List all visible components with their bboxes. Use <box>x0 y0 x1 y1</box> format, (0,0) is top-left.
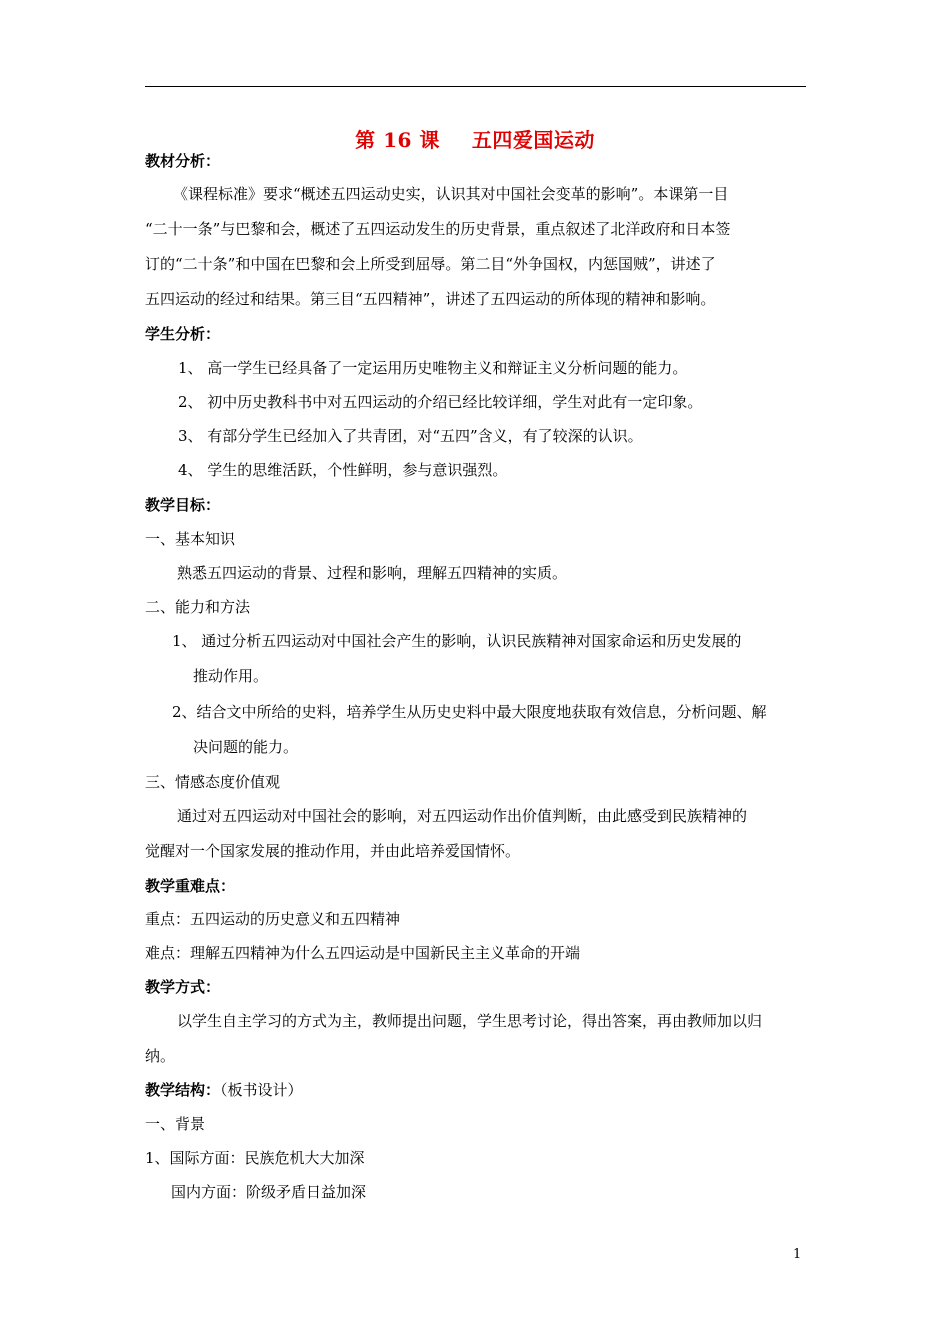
line-text: 国内方面：阶级矛盾日益加深 <box>171 1183 367 1201</box>
section-heading <box>145 151 220 171</box>
line-text: 觉醒对一个国家发展的推动作用，并由此培养爱国情怀。 <box>145 842 521 860</box>
text-line <box>145 841 520 861</box>
text-line <box>145 772 280 792</box>
text-line <box>145 1114 205 1134</box>
lesson-name: 五四爱国运动 <box>471 128 595 152</box>
text-line <box>177 563 567 583</box>
line-text: 重点：五四运动的历史意义和五四精神 <box>145 910 401 928</box>
text-line <box>193 666 268 686</box>
section-heading <box>145 876 235 896</box>
text-line <box>178 392 702 412</box>
text-line <box>145 289 715 309</box>
section-heading <box>145 1080 303 1100</box>
text-line <box>172 631 741 651</box>
text-line <box>172 702 767 722</box>
line-text: 订的“二十条”和中国在巴黎和会上所受到屈辱。第二目“外争国权，内惩国贼”，讲述了 <box>145 255 716 273</box>
section-heading <box>145 977 220 997</box>
line-text: 一、背景 <box>145 1115 206 1133</box>
heading-text: 教学方式： <box>145 978 221 996</box>
line-text: 通过对五四运动对中国社会的影响，对五四运动作出价值判断，由此感受到民族精神的 <box>177 807 748 825</box>
heading-text: 教学重难点： <box>145 877 236 895</box>
heading-text: 教学目标： <box>145 496 221 514</box>
line-text: 1、国际方面：民族危机大大加深 <box>145 1149 365 1167</box>
line-text: 推动作用。 <box>193 667 269 685</box>
line-text: 三、情感态度价值观 <box>145 773 281 791</box>
text-line <box>145 943 580 963</box>
text-line <box>178 358 687 378</box>
text-line <box>177 806 747 826</box>
line-text: 4、 学生的思维活跃，个性鲜明，参与意识强烈。 <box>178 461 508 479</box>
text-line <box>173 184 728 204</box>
text-line <box>177 1011 762 1031</box>
text-line <box>145 597 250 617</box>
heading-text: 教材分析： <box>145 152 221 170</box>
section-heading <box>145 495 220 515</box>
text-line <box>171 1182 366 1202</box>
line-text: 2、结合文中所给的史料，培养学生从历史史料中最大限度地获取有效信息，分析问题、解 <box>172 703 767 721</box>
line-text: 五四运动的经过和结果。第三目“五四精神”，讲述了五四运动的所体现的精神和影响。 <box>145 290 716 308</box>
text-line <box>145 1148 365 1168</box>
line-text: 熟悉五四运动的背景、过程和影响，理解五四精神的实质。 <box>177 564 568 582</box>
line-text: 1、 通过分析五四运动对中国社会产生的影响，认识民族精神对国家命运和历史发展的 <box>172 632 742 650</box>
text-line <box>178 460 507 480</box>
line-text: 纳。 <box>145 1047 176 1065</box>
line-text: 二、能力和方法 <box>145 598 251 616</box>
line-text: 《课程标准》要求“概述五四运动史实，认识其对中国社会变革的影响”。本课第一目 <box>173 185 729 203</box>
line-text: 以学生自主学习的方式为主，教师提出问题，学生思考讨论，得出答案，再由教师加以归 <box>177 1012 763 1030</box>
page-number: 1 <box>793 1247 802 1262</box>
line-text: 3、 有部分学生已经加入了共青团，对“五四”含义，有了较深的认识。 <box>178 427 643 445</box>
heading-text: 教学结构： <box>145 1081 221 1099</box>
section-heading <box>145 324 220 344</box>
text-line <box>193 737 298 757</box>
line-text: 1、 高一学生已经具备了一定运用历史唯物主义和辩证主义分析问题的能力。 <box>178 359 688 377</box>
text-line <box>178 426 643 446</box>
line-text: 难点：理解五四精神为什么五四运动是中国新民主主义革命的开端 <box>145 944 581 962</box>
text-line <box>145 219 730 239</box>
header-rule <box>145 86 806 87</box>
text-line <box>145 254 716 274</box>
heading-suffix: （板书设计） <box>220 1081 303 1099</box>
line-text: 2、 初中历史教科书中对五四运动的介绍已经比较详细，学生对此有一定印象。 <box>178 393 703 411</box>
line-text: 一、基本知识 <box>145 530 236 548</box>
text-line <box>145 529 235 549</box>
lesson-number: 第 16 课 <box>355 128 440 152</box>
lesson-title <box>0 124 950 153</box>
heading-text: 学生分析： <box>145 325 221 343</box>
line-text: “二十一条”与巴黎和会，概述了五四运动发生的历史背景，重点叙述了北洋政府和日本签 <box>145 220 731 238</box>
line-text: 决问题的能力。 <box>193 738 299 756</box>
text-line <box>145 909 400 929</box>
text-line <box>145 1046 175 1066</box>
